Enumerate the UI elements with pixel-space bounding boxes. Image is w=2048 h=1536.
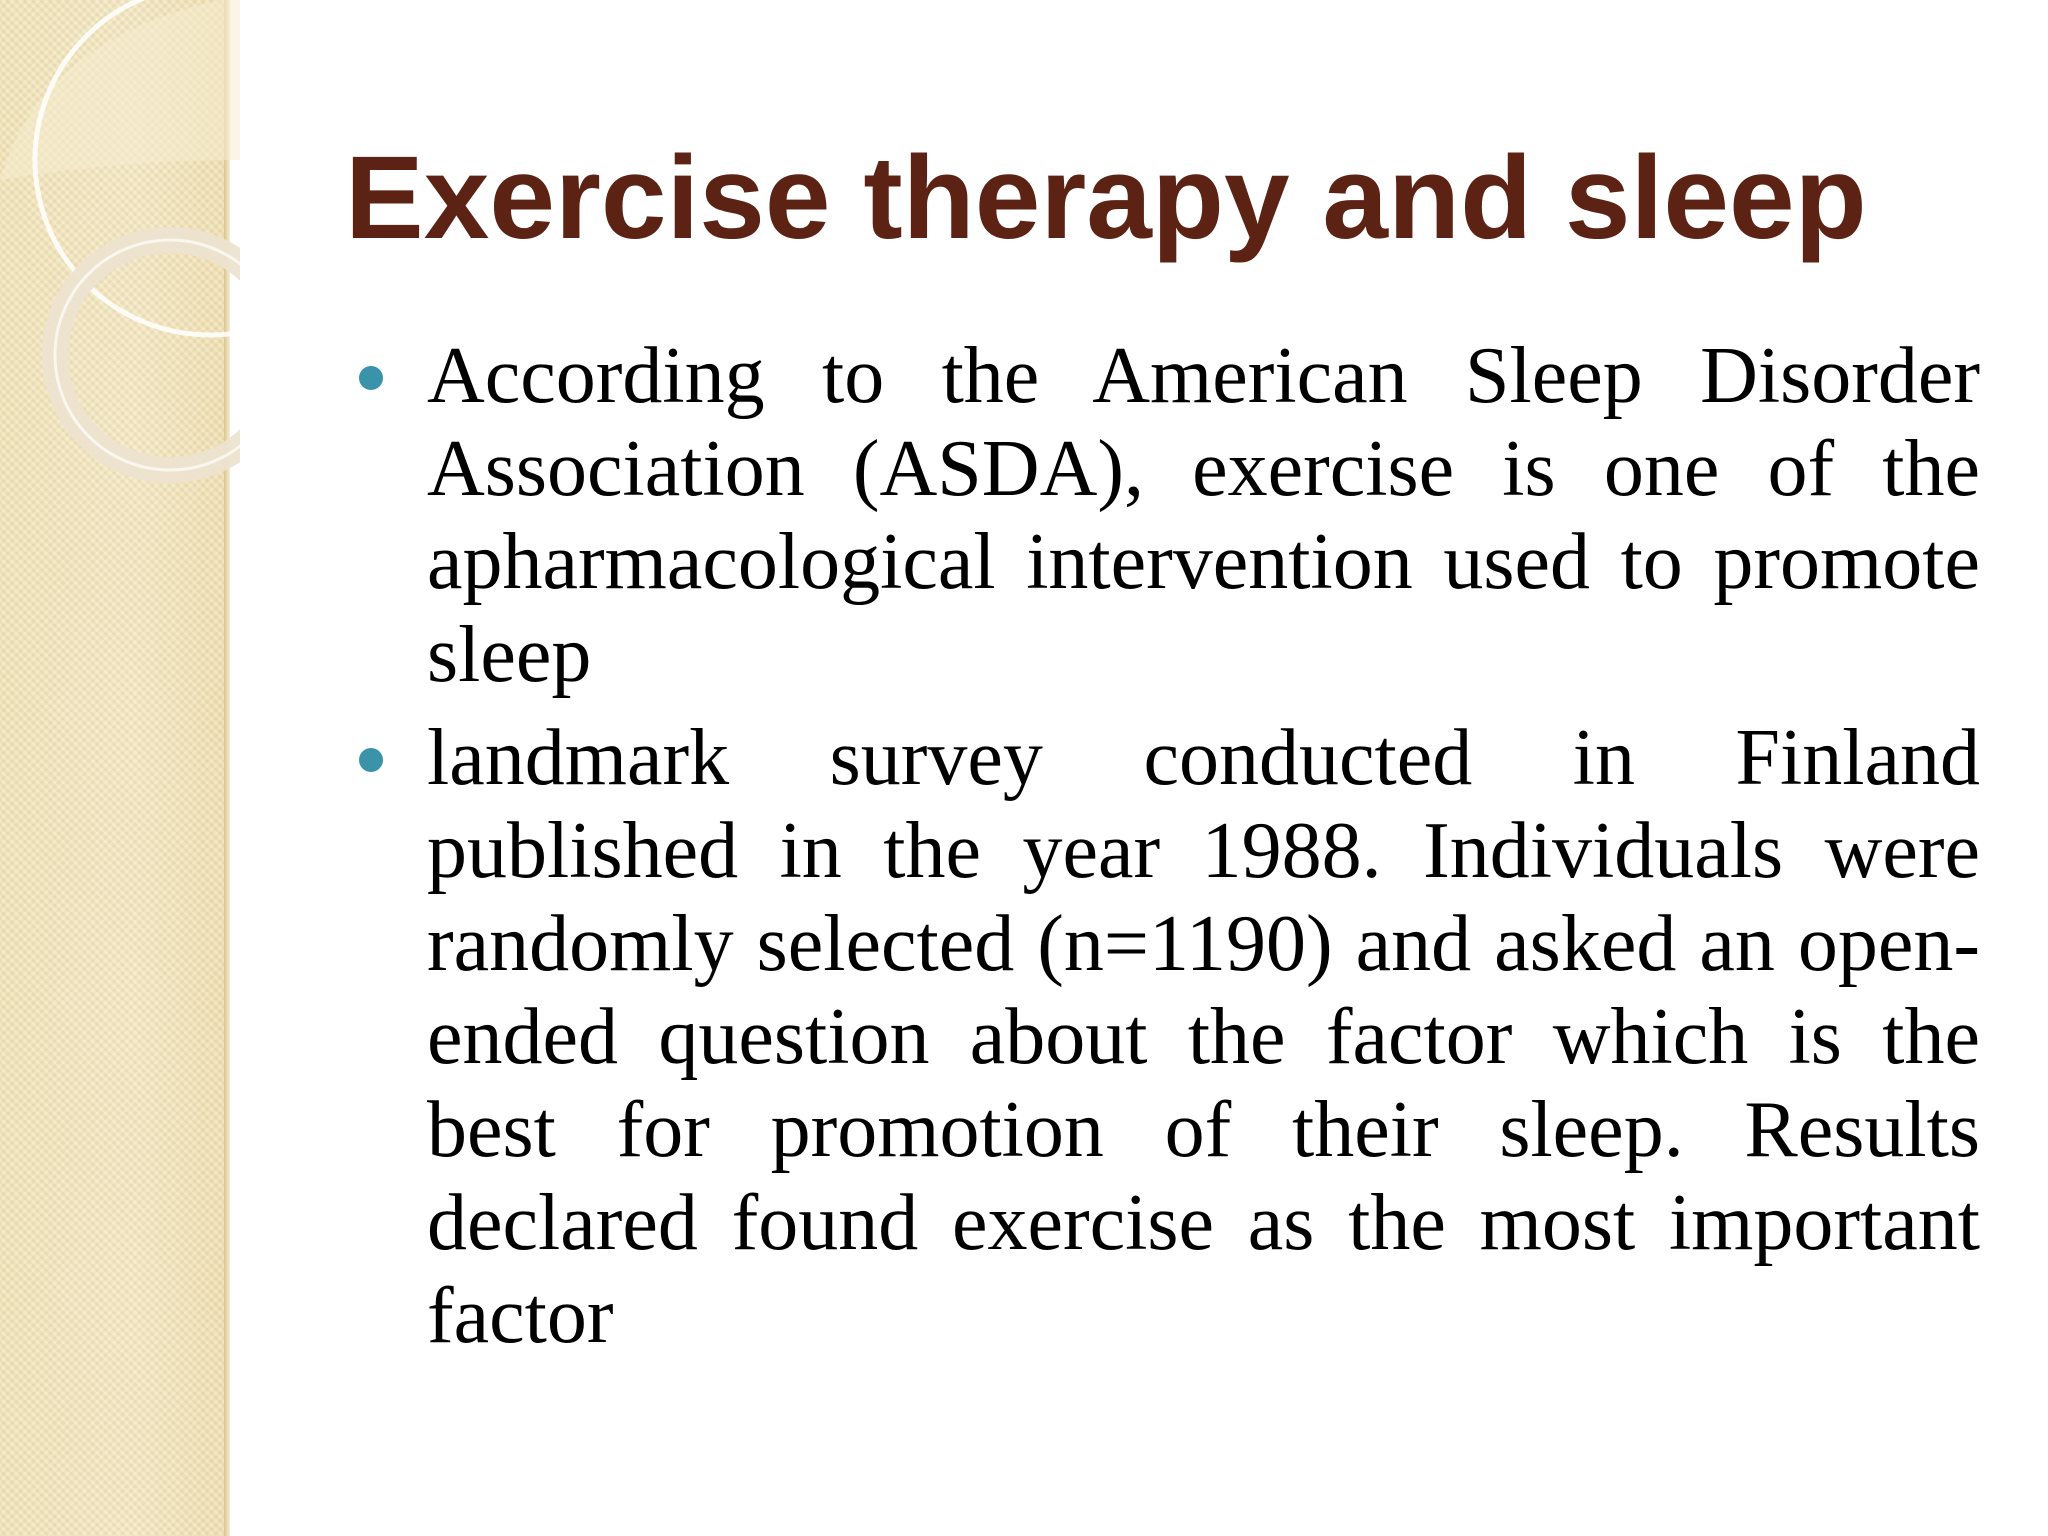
decorative-rings: [0, 0, 240, 520]
bullet-text: According to the American Sleep Disorder Association (ASDA), exercise is one of the apharmacological intervention used to promote sleep: [427, 332, 1980, 699]
bullet-item: [355, 712, 1980, 1363]
slide-title: Exercise therapy and sleep: [345, 132, 1867, 264]
bullet-dot-icon: [359, 366, 383, 390]
bullet-dot-icon: [359, 748, 383, 772]
bullet-list: [355, 330, 1980, 1373]
bullet-text: landmark survey conducted in Finland published in the year 1988. Individuals were randomly selected (n=1190) and asked an open-ended question about the factor which is the best for promotion of their sleep. Results declared found exercise as the most important factor: [427, 714, 1980, 1360]
bullet-item: [355, 330, 1980, 702]
